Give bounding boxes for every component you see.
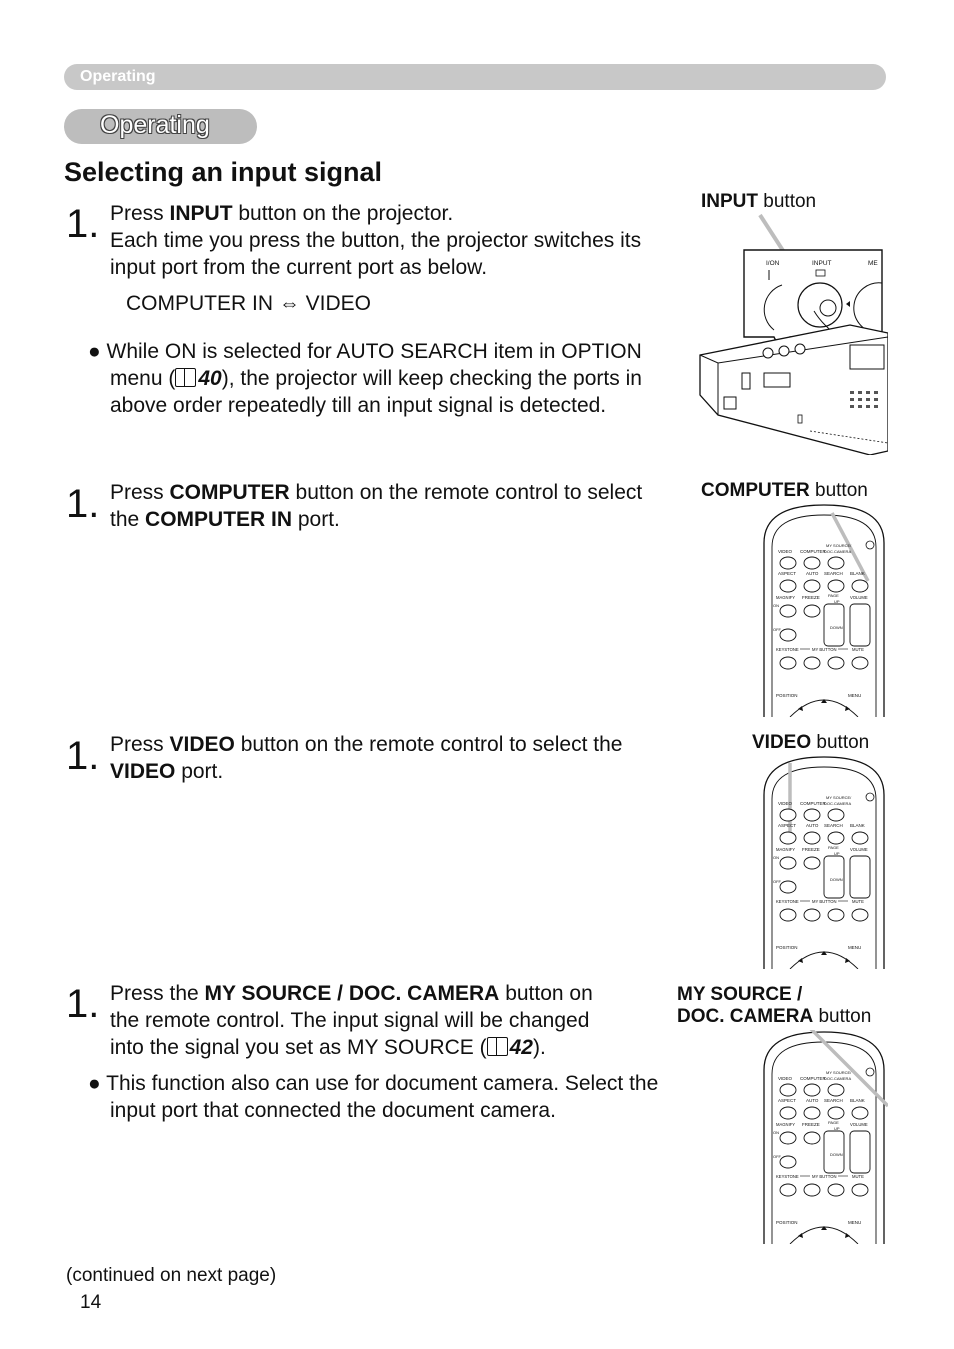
svg-text:ASPECT: ASPECT — [778, 823, 797, 828]
svg-text:ON: ON — [773, 855, 779, 860]
svg-text:UP: UP — [834, 1126, 840, 1131]
svg-text:MY SOURCE/: MY SOURCE/ — [826, 1070, 852, 1075]
svg-text:POSITION: POSITION — [776, 693, 798, 698]
page-heading: Selecting an input signal — [64, 157, 383, 187]
svg-text:DOWN: DOWN — [830, 1152, 843, 1157]
input-label: INPUT — [812, 260, 832, 267]
svg-text:PAGE: PAGE — [828, 593, 839, 598]
svg-text:ON: ON — [773, 603, 779, 608]
page-number: 14 — [80, 1292, 102, 1313]
remote-control-video — [760, 755, 888, 969]
svg-text:ASPECT: ASPECT — [778, 571, 797, 576]
svg-text:PAGE: PAGE — [828, 845, 839, 850]
svg-text:KEYSTONE: KEYSTONE — [776, 647, 799, 652]
svg-text:ASPECT: ASPECT — [778, 1098, 797, 1103]
svg-text:VOLUME: VOLUME — [850, 595, 868, 600]
svg-text:MAGNIFY: MAGNIFY — [776, 1122, 796, 1127]
svg-text:KEYSTONE: KEYSTONE — [776, 899, 799, 904]
computer-button-caption: COMPUTER button — [701, 480, 868, 501]
svg-text:UP: UP — [834, 599, 840, 604]
step-number: 1. — [66, 982, 100, 1026]
svg-text:DOC.CAMERA: DOC.CAMERA — [824, 549, 852, 554]
svg-text:COMPUTER: COMPUTER — [800, 1076, 826, 1081]
svg-text:BLANK: BLANK — [850, 823, 865, 828]
step-number: 1. — [66, 202, 100, 246]
input-sequence: COMPUTER IN ⇔ VIDEO — [126, 292, 372, 315]
video-button-caption: VIDEO button — [752, 732, 870, 753]
svg-text:MUTE: MUTE — [852, 647, 864, 652]
svg-text:MY SOURCE/: MY SOURCE/ — [826, 795, 852, 800]
menu-label: ME — [868, 260, 878, 267]
svg-text:MAGNIFY: MAGNIFY — [776, 595, 796, 600]
book-reference-icon — [487, 1037, 508, 1056]
power-label: I/ON — [766, 260, 780, 267]
svg-text:MUTE: MUTE — [852, 1174, 864, 1179]
svg-text:MUTE: MUTE — [852, 899, 864, 904]
svg-text:OFF: OFF — [773, 1154, 781, 1159]
continued-note: (continued on next page) — [66, 1265, 277, 1286]
svg-text:VIDEO: VIDEO — [778, 1076, 793, 1081]
step-text: Press VIDEO button on the remote control to select the VIDEO port. — [110, 733, 623, 783]
svg-text:POSITION: POSITION — [776, 1220, 798, 1225]
svg-text:VOLUME: VOLUME — [850, 847, 868, 852]
svg-text:SEARCH: SEARCH — [824, 823, 843, 828]
step-text: Press INPUT button on the projector. Each time you press the button, the projector switches its input port from the current port as below. — [110, 202, 642, 279]
section-title: Operating — [100, 111, 210, 139]
svg-text:FREEZE: FREEZE — [802, 847, 820, 852]
step-bullet-note: ● This function also can use for document camera. Select the input port that connected the document camera. — [88, 1072, 659, 1122]
svg-text:MY BUTTON: MY BUTTON — [812, 899, 837, 904]
remote-control-my-source — [760, 1030, 888, 1244]
svg-text:BLANK: BLANK — [850, 571, 865, 576]
svg-text:FREEZE: FREEZE — [802, 1122, 820, 1127]
step-number: 1. — [66, 734, 100, 778]
svg-text:POSITION: POSITION — [776, 945, 798, 950]
step-number: 1. — [66, 482, 100, 526]
step-bullet-note: ● While ON is selected for AUTO SEARCH item in OPTION menu ( 40), the projector will keep checking the ports in above order repeatedly till an input signal is detected. — [88, 340, 642, 417]
svg-text:VIDEO: VIDEO — [778, 801, 793, 806]
step-text: Press COMPUTER button on the remote control to select the COMPUTER IN port. — [110, 481, 643, 531]
step-text: Press the MY SOURCE / DOC. CAMERA button on the remote control. The input signal will be changed into the signal you set as MY SOURCE ( 42). — [110, 982, 593, 1059]
svg-text:MY BUTTON: MY BUTTON — [812, 647, 837, 652]
svg-text:MY BUTTON: MY BUTTON — [812, 1174, 837, 1179]
svg-text:COMPUTER: COMPUTER — [800, 801, 826, 806]
svg-text:DOC.CAMERA: DOC.CAMERA — [824, 1076, 852, 1081]
my-source-button-caption: MY SOURCE / DOC. CAMERA button — [677, 984, 872, 1027]
svg-text:KEYSTONE: KEYSTONE — [776, 1174, 799, 1179]
svg-text:AUTO: AUTO — [806, 823, 819, 828]
svg-text:COMPUTER: COMPUTER — [800, 549, 826, 554]
svg-text:UP: UP — [834, 851, 840, 856]
book-reference-icon — [175, 368, 196, 387]
svg-text:MENU: MENU — [848, 693, 862, 698]
running-header-label: Operating — [80, 68, 156, 85]
svg-text:MAGNIFY: MAGNIFY — [776, 847, 796, 852]
running-header-bar — [64, 64, 886, 90]
svg-text:AUTO: AUTO — [806, 1098, 819, 1103]
svg-text:DOWN: DOWN — [830, 625, 843, 630]
svg-text:AUTO: AUTO — [806, 571, 819, 576]
svg-text:VOLUME: VOLUME — [850, 1122, 868, 1127]
svg-text:MENU: MENU — [848, 945, 862, 950]
svg-text:MENU: MENU — [848, 1220, 862, 1225]
projector-illustration — [690, 205, 888, 455]
svg-text:PAGE: PAGE — [828, 1120, 839, 1125]
input-button-caption: INPUT button — [701, 191, 817, 212]
svg-text:DOWN: DOWN — [830, 877, 843, 882]
svg-text:MY SOURCE/: MY SOURCE/ — [826, 543, 852, 548]
svg-text:SEARCH: SEARCH — [824, 571, 843, 576]
remote-control-computer — [760, 503, 888, 717]
svg-text:FREEZE: FREEZE — [802, 595, 820, 600]
svg-text:SEARCH: SEARCH — [824, 1098, 843, 1103]
svg-text:OFF: OFF — [773, 879, 781, 884]
section-title-pill — [64, 109, 257, 144]
svg-text:DOC.CAMERA: DOC.CAMERA — [824, 801, 852, 806]
svg-text:ON: ON — [773, 1130, 779, 1135]
svg-text:OFF: OFF — [773, 627, 781, 632]
svg-text:VIDEO: VIDEO — [778, 549, 793, 554]
svg-text:BLANK: BLANK — [850, 1098, 865, 1103]
